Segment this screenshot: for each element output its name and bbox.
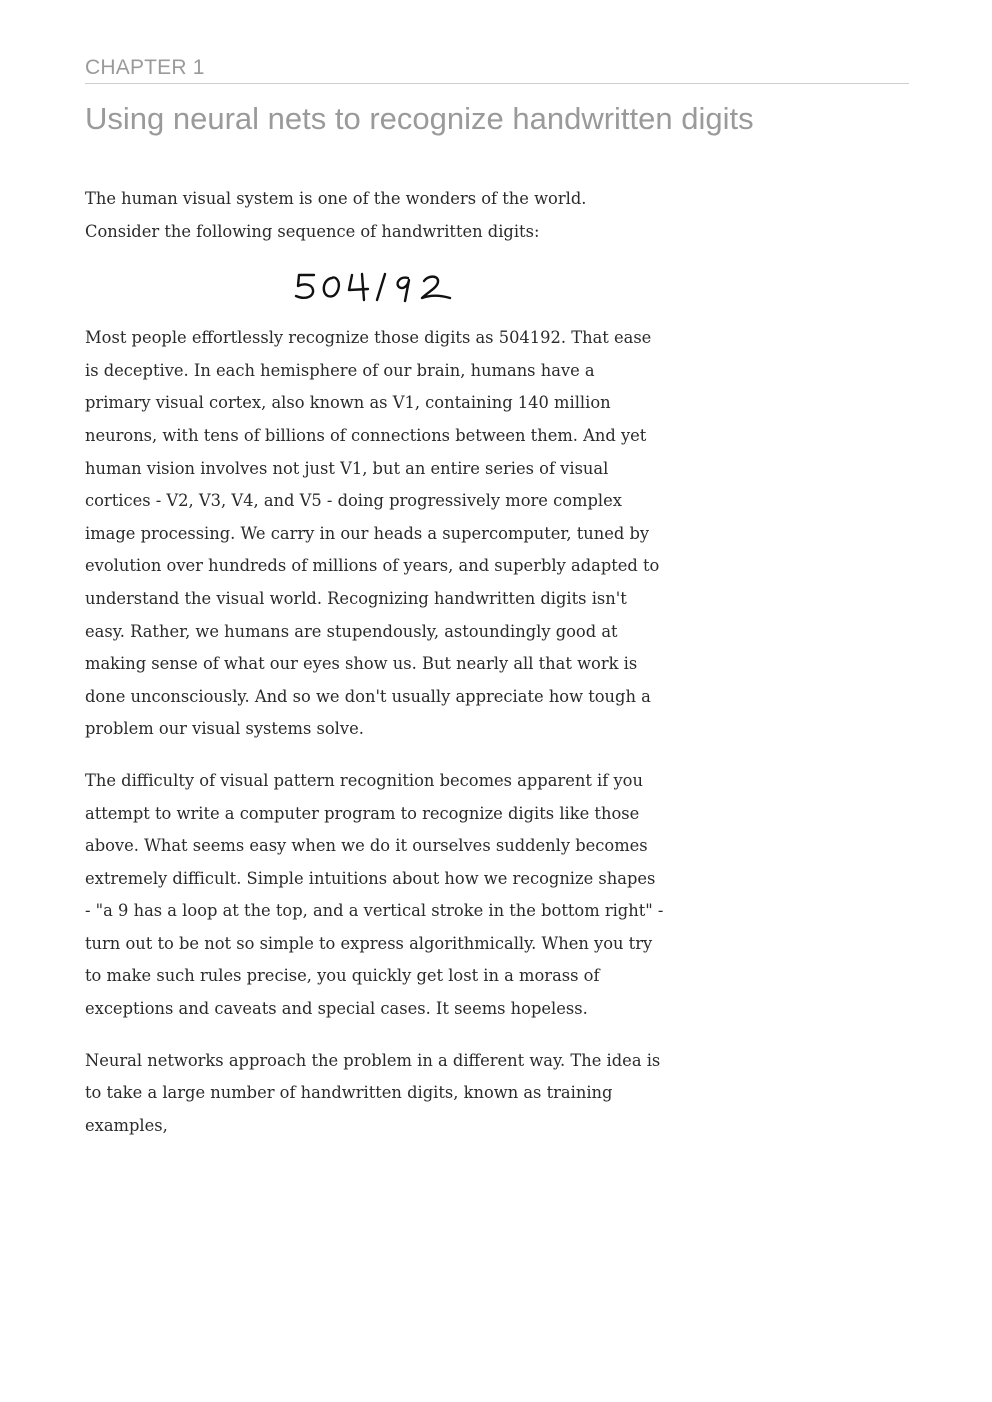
chapter-title: Using neural nets to recognize handwritten digits xyxy=(85,101,754,136)
paragraph-difficulty: The difficulty of visual pattern recognition becomes apparent if you attempt to write a computer program to recognize digits like those above. What seems easy when we do it ourselves suddenly becomes extremely difficult. Simple intuitions about how we recognize shapes - "a 9 has a loop at the top, and a vertical stroke in the bottom right" - turn out to be not so simple to express algorithmically. When you try to make such rules precise, you quickly get lost in a morass of exceptions and caveats and special cases. It seems hopeless. xyxy=(85,770,664,1019)
paragraph-neural-networks: Neural networks approach the problem in a different way. The idea is to take a large number of handwritten digits, known as training examples, xyxy=(85,1050,661,1135)
chapter-label: CHAPTER 1 xyxy=(85,56,205,79)
document-page xyxy=(85,54,909,1142)
paragraph-recognition: Most people effortlessly recognize those digits as 504192. That ease is deceptive. In each hemisphere of our brain, humans have a primary visual cortex, also known as V1, containing 140 million neurons, with tens of billions of connections between them. And yet human vision involves not just V1, but an entire series of visual cortices - V2, V3, V4, and V5 - doing progressively more complex image processing. We carry in our heads a supercomputer, tuned by evolution over hundreds of millions of years, and superbly adapted to understand the visual world. Recognizing handwritten digits isn't easy. Rather, we humans are stupendously, astoundingly good at making sense of what our eyes show us. But nearly all that work is done unconsciously. And so we don't usually appreciate how tough a problem our visual systems solve. xyxy=(85,328,660,739)
paragraph-intro: The human visual system is one of the wonders of the world. Consider the following sequence of handwritten digits: xyxy=(85,189,587,241)
handwritten-digits-image xyxy=(290,266,460,310)
chapter-divider xyxy=(85,83,909,84)
